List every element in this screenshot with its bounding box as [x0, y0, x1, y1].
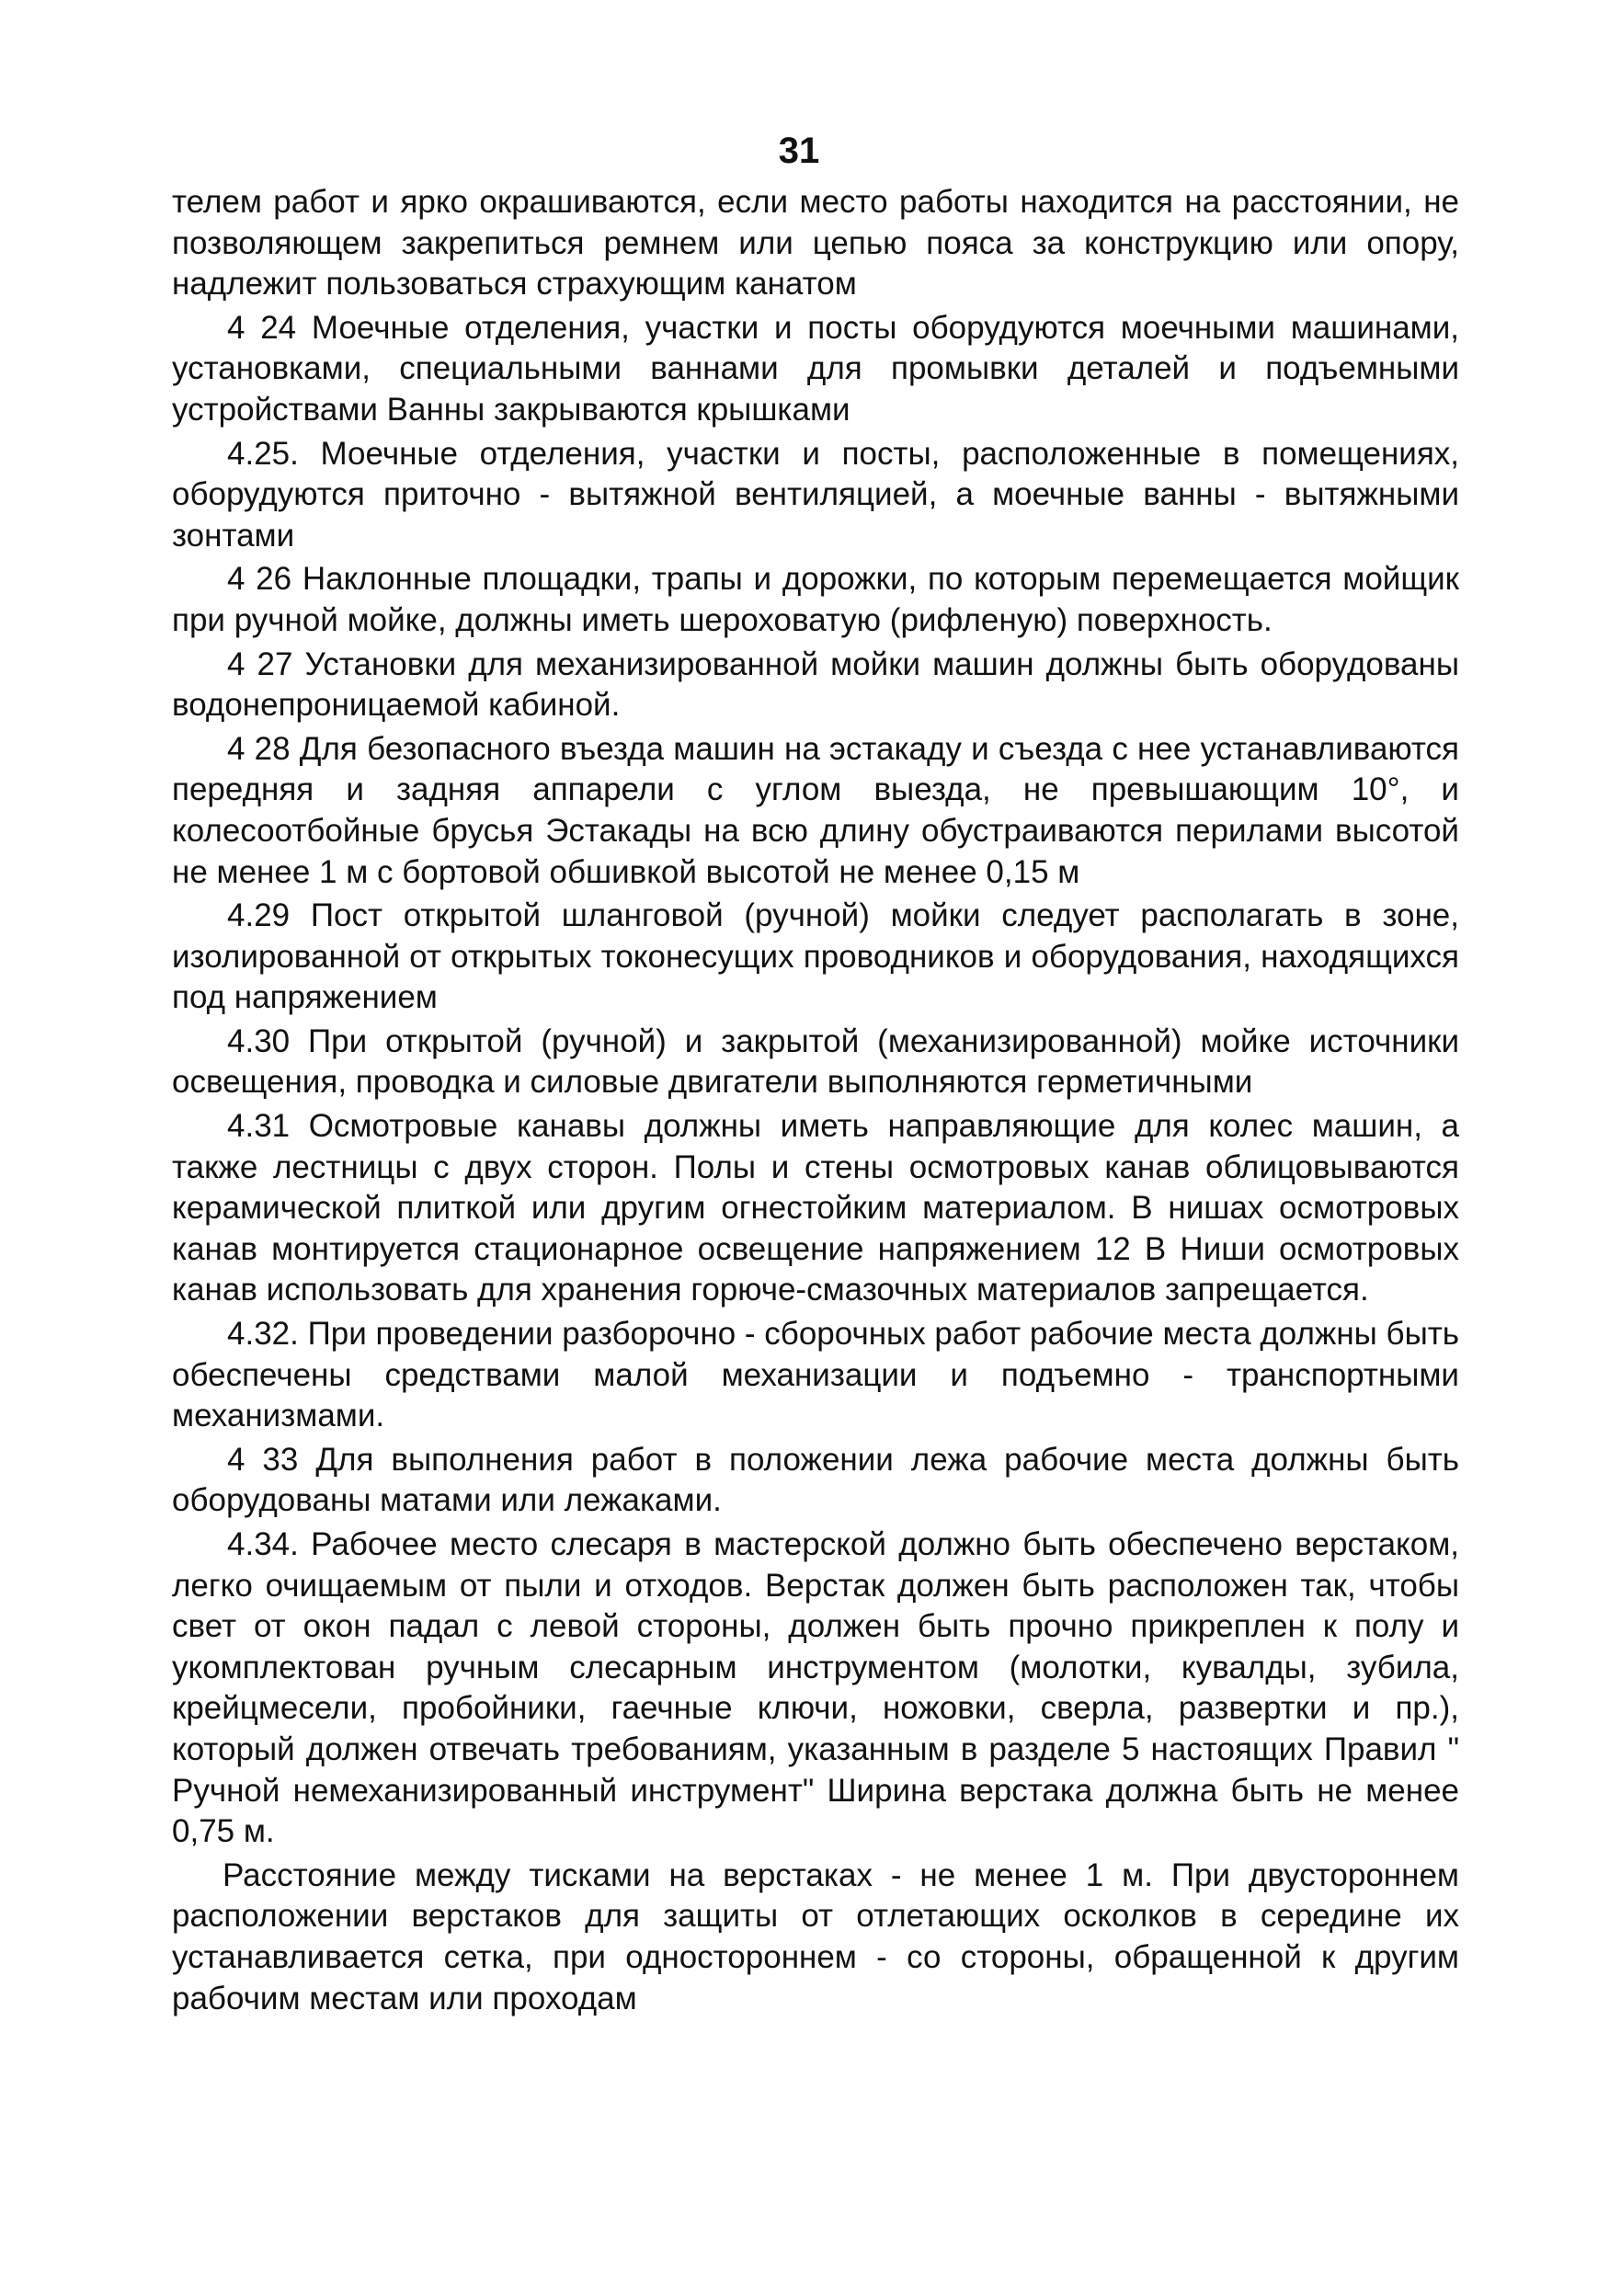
paragraph-4-26: 4 26 Наклонные площадки, трапы и дорожки, по которым перемещается мойщик при ручной мойке, должны иметь шероховатую (рифленую) поверхность.	[172, 561, 1459, 638]
paragraph-4-25: 4.25. Моечные отделения, участки и посты, расположенные в помещениях, оборудуются приточно - вытяжной вентиляцией, а моечные ванны - вытяжными зонтами	[172, 435, 1459, 554]
paragraph-4-29: 4.29 Пост открытой шланговой (ручной) мойки следует располагать в зоне, изолированной от открытых токонесущих проводников и оборудования, находящихся под напряжением	[172, 897, 1459, 1016]
paragraph-4-24: 4 24 Моечные отделения, участки и посты оборудуются моечными машинами, установками, специальными ваннами для промывки деталей и подъемными устройствами Ванны закрываются крышками	[172, 309, 1459, 428]
paragraph-4-28: 4 28 Для безопасного въезда машин на эстакаду и съезда с нее устанавливаются передняя и задняя аппарели с углом выезда, не превышающим 10°, и колесоотбойные брусья Эстакады на всю длину обустраиваются перилами высотой не менее 1 м с бортовой обшивкой высотой не менее 0,15 м	[172, 730, 1459, 890]
paragraph-4-31: 4.31 Осмотровые канавы должны иметь направляющие для колес машин, а также лестницы с двух сторон. Полы и стены осмотровых канав облицовываются керамической плиткой или другим огнестойким материалом. В нишах осмотровых канав монтируется стационарное освещение напряжением 12 В Ниши осмотровых канав использовать для хранения горюче-смазочных материалов запрещается.	[172, 1108, 1459, 1308]
paragraph-4-32: 4.32. При проведении разборочно - сборочных работ рабочие места должны быть обеспечены средствами малой механизации и подъемно - транспортными механизмами.	[172, 1316, 1459, 1434]
paragraph-vise-spacing: Расстояние между тисками на верстаках - не менее 1 м. При двустороннем расположении верстаков для защиты от отлетающих осколков в середине их устанавливается сетка, при одностороннем - со стороны, обращенной к другим рабочим местам или проходам	[172, 1856, 1459, 2016]
paragraph-continuation: телем работ и ярко окрашиваются, если место работы находится на расстоянии, не позволяющем закрепиться ремнем или цепью пояса за конструкцию или опору, надлежит пользоваться страхующим канатом	[172, 184, 1459, 303]
paragraph-4-27: 4 27 Установки для механизированной мойки машин должны быть оборудованы водонепроницаемой кабиной.	[172, 645, 1459, 724]
paragraph-4-34: 4.34. Рабочее место слесаря в мастерской должно быть обеспечено верстаком, легко очищаемым от пыли и отходов. Верстак должен быть расположен так, чтобы свет от окон падал с левой стороны, должен быть прочно прикреплен к полу и укомплектован ручным слесарным инструментом (молотки, кувалды, зубила, крейцмесели, пробойники, гаечные ключи, ножовки, сверла, развертки и пр.), который должен отвечать требованиям, указанным в разделе 5 настоящих Правил " Ручной немеханизированный инструмент" Ширина верстака должна быть не менее 0,75 м.	[172, 1526, 1459, 1850]
document-body	[172, 182, 1459, 2022]
paragraph-4-33: 4 33 Для выполнения работ в положении лежа рабочие места должны быть оборудованы матами или лежаками.	[172, 1441, 1459, 1519]
page-number: 31	[778, 131, 820, 171]
paragraph-4-30: 4.30 При открытой (ручной) и закрытой (механизированной) мойке источники освещения, проводка и силовые двигатели выполняются герметичными	[172, 1022, 1459, 1101]
